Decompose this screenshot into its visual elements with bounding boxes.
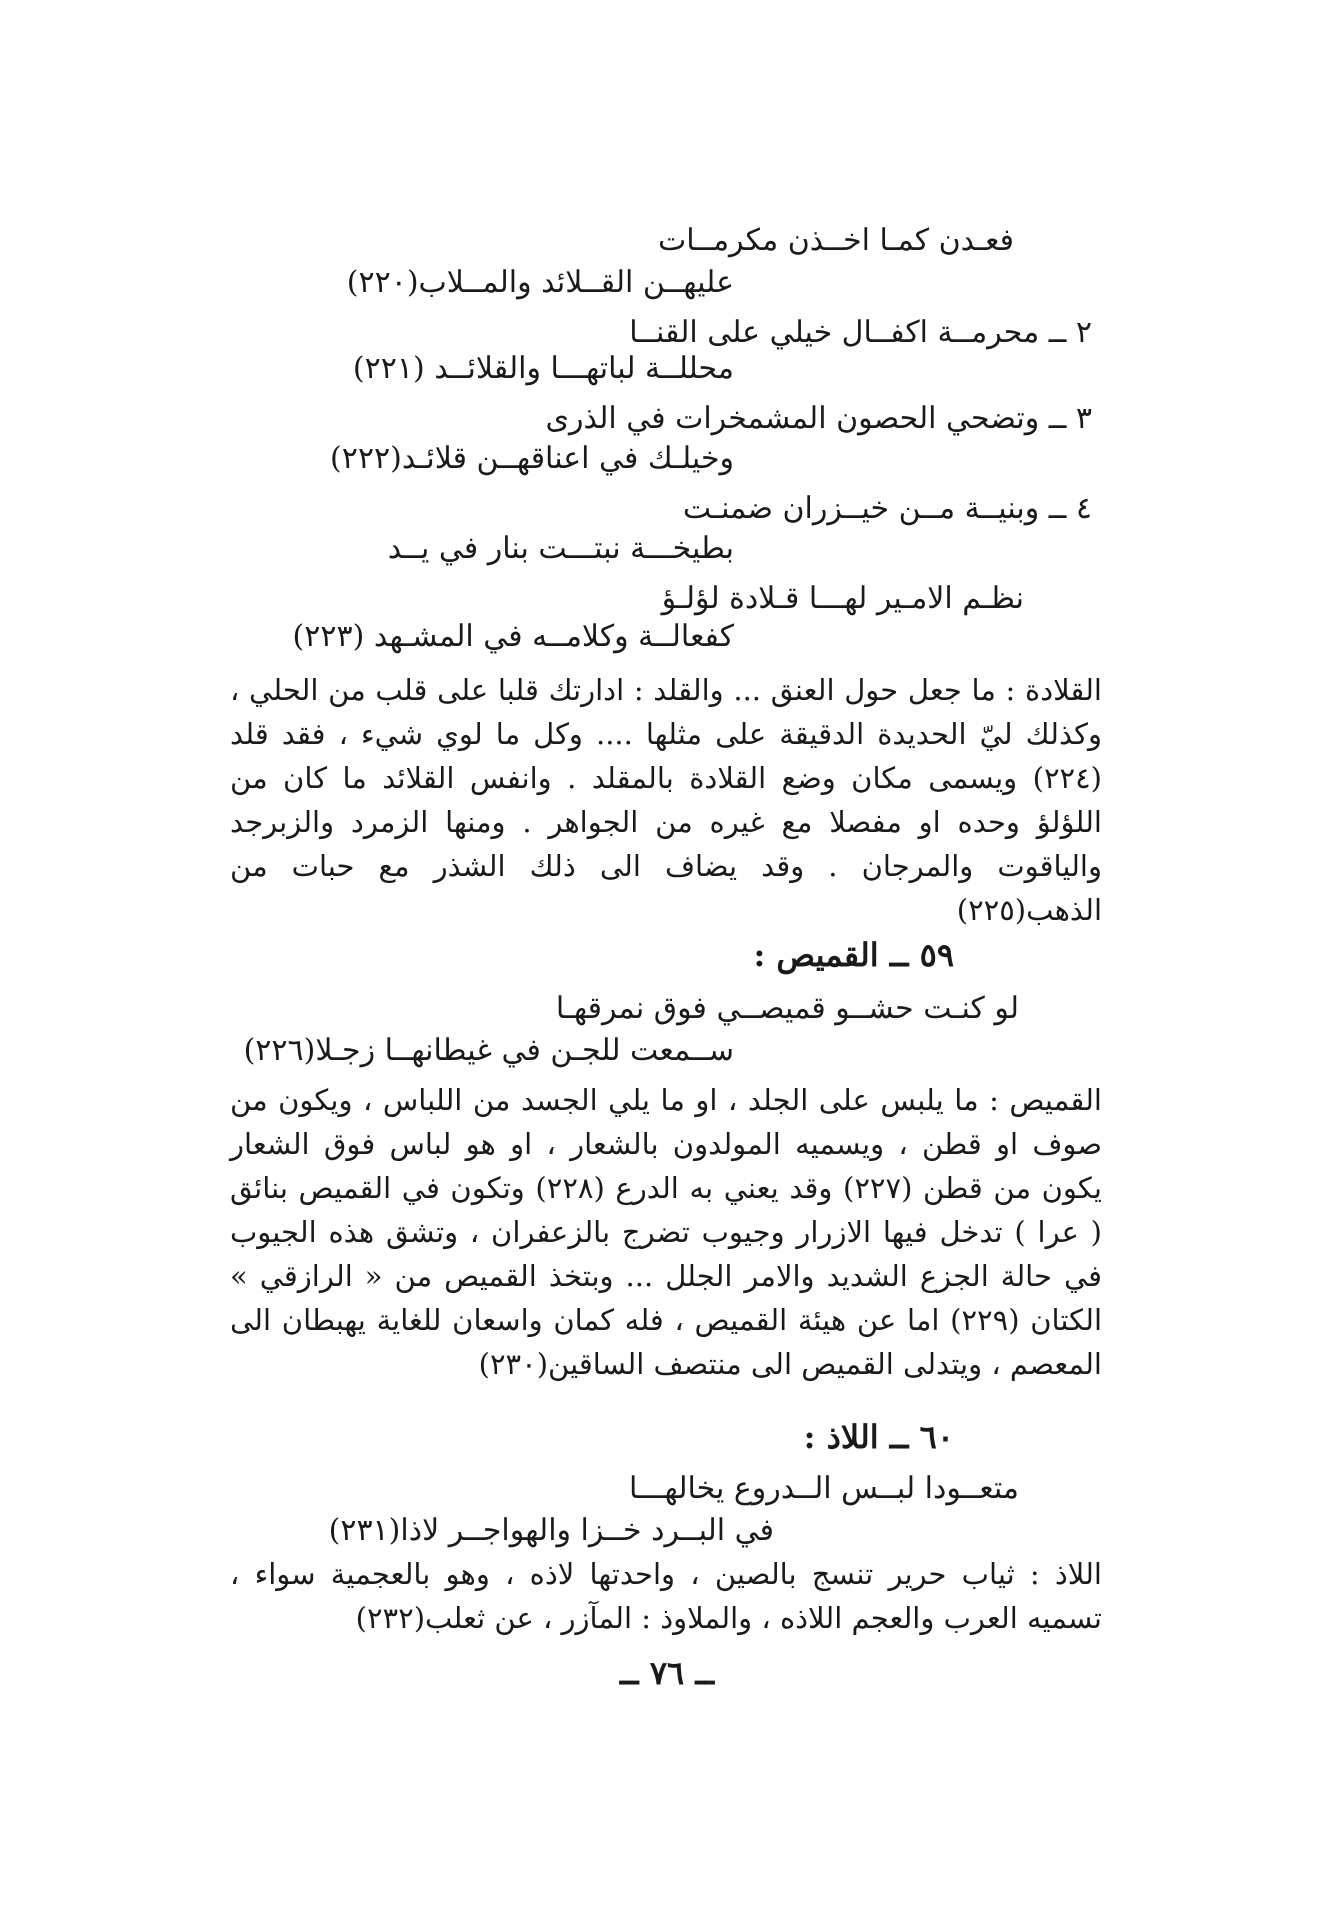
qamis-definition-paragraph	[230, 1078, 1102, 1386]
laadh-definition-text: اللاذ : ثياب حرير تنسج بالصين ، واحدتها لاذه ، وهو بالعجمية سواء ، تسميه العرب والعجم اللاذه ، والملاوذ : المآزر ، عن ثعلب(٢٣٢)	[230, 1557, 1102, 1635]
qilada-definition-paragraph	[230, 668, 1102, 932]
poem-verse-2-first-hemistich: ٢ ــ محرمــة اكفــال خيلي على القنــا	[629, 315, 1092, 350]
poem-verse-2-second-hemistich: محللــة لباتهـــا والقلائــد (٢٢١)	[352, 351, 734, 386]
section-59-verse-first-hemistich: لو كنـت حشــو قميصــي فوق نمرقهـا	[555, 991, 1019, 1026]
section-59-verse-second-hemistich: ســمعت للجـن في غيطانهــا زجـلا(٢٢٦)	[243, 1033, 734, 1068]
page-number: ــ ٧٦ ــ	[619, 1654, 715, 1692]
poem-verse-3-first-hemistich: ٣ ــ وتضحي الحصون المشمخرات في الذرى	[545, 401, 1092, 436]
section-60-heading: ٦٠ ــ اللاذ :	[803, 1418, 954, 1456]
poem-verse-1-first-hemistich: فعـدن كمـا اخــذن مكرمــات	[657, 223, 1014, 258]
poem-verse-3-second-hemistich: وخيلـك في اعناقهــن قلائـد(٢٢٢)	[330, 441, 734, 476]
laadh-definition-paragraph	[230, 1552, 1102, 1640]
section-60-verse-first-hemistich: متعــودا لبــس الــدروع يخالهـــا	[629, 1471, 1019, 1506]
poem-verse-4-second-hemistich: بطيخـــة نبتـــت بنار في يــد	[387, 531, 734, 566]
poem-verse-5-first-hemistich: نظـم الامـير لهـــا قـلادة لؤلـؤ	[661, 581, 1024, 616]
poem-verse-1-second-hemistich: عليهــن القــلائد والمــلاب(٢٢٠)	[346, 265, 734, 300]
qamis-definition-text: القميص : ما يلبس على الجلد ، او ما يلي الجسد من اللباس ، ويكون من صوف او قطن ، ويسميه المولدون بالشعار ، او هو لباس فوق الشعار يكون من قطن (٢٢٧) وقد يعني به الدرع (٢٢٨) وتكون في القميص بنائق ( عرا ) تدخل فيها الازرار وجيوب تضرج بالزعفران ، وتشق هذه الجيوب في حالة الجزع الشديد والامر الجلل ... وبتخذ القميص من « الرازقي » الكتان (٢٢٩) اما عن هيئة القميص ، فله كمان واسعان للغاية يهبطان الى المعصم ، ويتدلى القميص الى منتصف الساقين(٢٣٠)	[230, 1083, 1102, 1381]
section-59-heading: ٥٩ ــ القميص :	[753, 936, 954, 974]
section-60-verse-second-hemistich: في البــرد خــزا والهواجــر لاذا(٢٣١)	[328, 1513, 774, 1548]
qilada-definition-text: القلادة : ما جعل حول العنق ... والقلد : ادارتك قلبا على قلب من الحلي ، وكذلك ليّ الحديدة الدقيقة على مثلها .... وكل ما لوي شيء ، فقد قلد (٢٢٤) ويسمى مكان وضع القلادة بالمقلد . وانفس القلائد ما كان من اللؤلؤ وحده او مفصلا مع غيره من الجواهر . ومنها الزمرد والزبرجد والياقوت والمرجان . وقد يضاف الى ذلك الشذر مع حبات من الذهب(٢٢٥)	[230, 673, 1102, 927]
poem-verse-5-second-hemistich: كفعالــة وكلامــه في المشـهد (٢٢٣)	[292, 619, 734, 654]
poem-verse-4-first-hemistich: ٤ ــ وبنيــة مــن خيــزران ضمنـت	[682, 491, 1092, 526]
